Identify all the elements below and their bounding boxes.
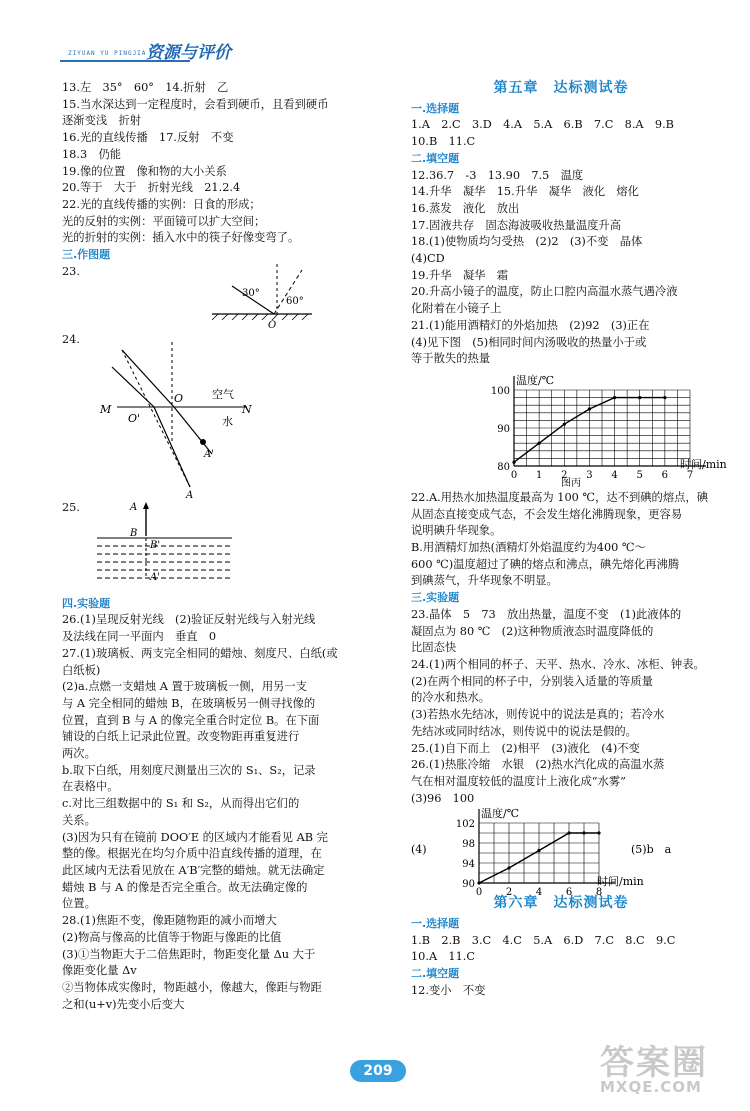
graph-2-label-5: (5)b a <box>631 843 672 857</box>
fig24-water-label: 水 <box>222 414 233 428</box>
data-point <box>613 396 616 399</box>
answer-line: 15.当水深达到一定程度时，会看到硬币，且看到硬币 <box>62 97 329 111</box>
ch5-fill-answers <box>411 168 711 368</box>
y-tick-label: 100 <box>490 385 510 397</box>
answer-line: 位置，直到 B 与 A 的像完全重合时定位 B。在下面 <box>62 713 320 727</box>
answer-line: 整的像。根据光在均匀介质中沿直线传播的道理，在 <box>62 847 322 861</box>
answer-line: 从固态直接变成气态，不会发生熔化沸腾现象，更容易 <box>411 507 683 521</box>
fig25-b: B <box>130 527 138 539</box>
x-tick-label: 5 <box>636 469 643 481</box>
fig24-a-prime: A' <box>204 448 214 460</box>
fig25-a-prime: A' <box>150 571 160 583</box>
answer-line: 19.升华 凝华 霜 <box>411 268 509 282</box>
y-tick-label: 90 <box>497 423 510 435</box>
answer-line: 两次。 <box>62 747 96 761</box>
answer-line: 27.(1)玻璃板、两支完全相同的蜡烛、刻度尺、白纸(或 <box>62 646 338 660</box>
data-point <box>507 867 510 870</box>
answer-line: ②当物体成实像时，物距越小，像越大，像距与物距 <box>62 980 322 994</box>
answer-line: 逐渐变浅 折射 <box>62 114 142 128</box>
answer-line: 18.3 仍能 <box>62 147 122 161</box>
x-tick-label: 6 <box>565 887 573 899</box>
answer-line: 10.B 11.C <box>411 135 476 149</box>
answer-line: 化附着在小镜子上 <box>411 302 502 316</box>
ch5-section-experiment: 三.实验题 <box>411 591 460 605</box>
x-axis-label: 时间/min <box>680 457 727 471</box>
answer-line: 26.(1)呈现反射光线 (2)验证反射光线与入射光线 <box>62 613 316 627</box>
answer-line: (4)见下图 (5)相同时间内汤吸收的热量小于或 <box>411 335 647 349</box>
ch6-choice-answers <box>411 933 711 966</box>
fig23-o-label: O <box>268 319 277 331</box>
x-tick-label: 6 <box>661 469 669 481</box>
x-tick-label: 2 <box>561 469 568 481</box>
data-point <box>538 442 541 445</box>
answer-line: 26.(1)热胀冷缩 水银 (2)热水汽化成的高温水蒸 <box>411 758 665 772</box>
watermark-main: 答案圈 <box>600 1043 708 1083</box>
answer-line: 28.(1)焦距不变，像距随物距的减小而增大 <box>62 914 277 928</box>
answer-line: b.取下白纸，用刻度尺测量出三次的 S₁、S₂，记录 <box>62 763 316 777</box>
answer-line: 比固态快 <box>411 641 457 655</box>
answers-13-22 <box>62 80 382 247</box>
answer-line: 关系。 <box>62 813 96 827</box>
fig24-m: M <box>100 402 112 416</box>
fig25-diagram <box>62 500 382 596</box>
graph-1 <box>411 368 727 490</box>
answer-line: 20.等于 大于 折射光线 21.2.4 <box>62 181 241 195</box>
fig23-angle-30: 30° <box>242 287 260 299</box>
fig23-diagram <box>62 264 382 332</box>
fig25-b-prime: B' <box>150 539 161 551</box>
data-point <box>512 461 515 464</box>
chapter-6-title: 第六章 达标测试卷 <box>493 895 629 912</box>
y-axis-label: 温度/℃ <box>516 373 555 387</box>
page-number: 209 <box>350 1060 406 1082</box>
ch5-experiment-answers <box>411 607 711 807</box>
answer-line: 10.A 11.C <box>411 950 476 964</box>
answer-line: (2)物高与像高的比值等于物距与像距的比值 <box>62 930 282 944</box>
answer-line: 24.(1)两个相同的杯子、天平、热水、冷水、冰柜、钟表。 <box>411 657 705 671</box>
answer-line: (3)96 100 <box>411 791 475 805</box>
answer-line: 23.晶体 5 73 放出热量，温度不变 (1)此液体的 <box>411 607 682 621</box>
answer-line: 与 A 完全相同的蜡烛 B，在玻璃板另一侧寻找像的 <box>62 696 316 710</box>
fig25-a: A <box>130 501 138 513</box>
x-tick-label: 4 <box>611 469 618 481</box>
data-point <box>477 882 480 885</box>
fig24-o-prime: O' <box>128 411 141 425</box>
answer-line: 蜡烛 B 与 A 的像是否完全重合。故无法确定像的 <box>62 880 308 894</box>
graph-1-caption: 图丙 <box>561 477 581 489</box>
y-tick-label: 94 <box>462 859 475 871</box>
x-tick-label: 3 <box>586 469 593 481</box>
figure-23 <box>62 264 382 332</box>
answer-line: 12.变小 不变 <box>411 983 486 997</box>
answer-line: 13.左 35° 60° 14.折射 乙 <box>62 81 229 94</box>
answer-line: 的冷水和热水。 <box>411 691 491 705</box>
answer-line: 600 ℃)温度超过了碘的熔点和沸点，碘先熔化再沸腾 <box>411 557 680 571</box>
data-point <box>582 832 585 835</box>
ch5-section-choice: 一.选择题 <box>411 101 460 115</box>
x-tick-label: 7 <box>686 469 694 481</box>
answer-line: 此区域内无法看见放在 A′B′完整的蜡烛。就无法确定 <box>62 863 325 877</box>
answer-line: 凝固点为 80 ℃ (2)这种物质液态时温度降低的 <box>411 624 654 638</box>
answer-line: 14.升华 凝华 15.升华 凝华 液化 熔化 <box>411 185 639 199</box>
header <box>60 38 300 66</box>
graph-1-svg <box>411 368 727 490</box>
fig24-number: 24. <box>62 332 80 346</box>
ch6-fill-answers <box>411 983 711 1000</box>
graph-2 <box>411 807 711 899</box>
fig24-a: A <box>186 489 194 501</box>
y-tick-label: 80 <box>497 461 510 473</box>
answer-line: 说明碘升华现象。 <box>411 524 502 538</box>
answer-line: 22.光的直线传播的实例：日食的形成； <box>62 197 261 211</box>
x-tick-label: 4 <box>535 887 543 899</box>
answer-line: 1.A 2.C 3.D 4.A 5.A 6.B 7.C 8.A 9.B <box>411 118 674 132</box>
answer-line: (3)①当物距大于二倍焦距时，物距变化量 Δu 大于 <box>62 947 316 961</box>
x-tick-label: 8 <box>595 887 603 899</box>
y-tick-label: 98 <box>462 839 475 851</box>
chapter-5-title: 第五章 达标测试卷 <box>493 80 629 96</box>
answer-line: 气在相对温度较低的温度计上液化成“水雾” <box>411 774 626 788</box>
answer-line: 等于散失的热量 <box>411 352 491 366</box>
section-experiment: 四.实验题 <box>62 596 111 610</box>
answer-line: (2)在两个相同的杯子中，分别装入适量的等质量 <box>411 674 653 688</box>
ch5-section-fill: 二.填空题 <box>411 151 460 165</box>
answer-line: 18.(1)使物质均匀受热 (2)2 (3)不变 晶体 <box>411 235 643 249</box>
fig23-reflected-ray <box>274 270 302 314</box>
header-pinyin: ZIYUAN YU PINGJIA <box>68 50 147 57</box>
answer-line: 20.升高小镜子的温度，防止口腔内高温水蒸气遇冷液 <box>411 285 678 299</box>
answer-line: 位置。 <box>62 897 96 911</box>
fig24-point-a2 <box>200 439 206 445</box>
answer-line: c.对比三组数据中的 S₁ 和 S₂，从而得出它们的 <box>62 797 300 811</box>
graph-2-svg <box>411 807 711 899</box>
data-point <box>663 396 666 399</box>
answer-line: 铺设的白纸上记录此位置。改变物距再重复进行 <box>62 730 300 744</box>
answer-line: 21.(1)能用酒精灯的外焰加热 (2)92 (3)正在 <box>411 318 650 332</box>
watermark-url: MXQE.COM <box>600 1078 702 1096</box>
fig23-angle-60: 60° <box>286 295 304 307</box>
x-tick-label: 0 <box>510 469 518 481</box>
section-drawing: 三.作图题 <box>62 248 111 262</box>
y-tick-label: 102 <box>455 819 475 831</box>
x-axis-label: 时间/min <box>597 875 644 889</box>
fig23-number: 23. <box>62 264 80 278</box>
answer-line: 在表格中。 <box>62 780 119 794</box>
fig24-n: N <box>242 402 252 416</box>
fig25-number: 25. <box>62 500 80 514</box>
answer-line: 白纸板) <box>62 663 101 677</box>
y-axis-label: 温度/℃ <box>481 807 520 821</box>
ch6-section-fill: 二.填空题 <box>411 967 460 981</box>
answer-line: 16.光的直线传播 17.反射 不变 <box>62 131 234 145</box>
answer-line: 17.固液共存 固态海波吸收热量温度升高 <box>411 218 622 232</box>
left-column <box>62 80 382 1013</box>
ch6-section-choice: 一.选择题 <box>411 917 460 931</box>
x-tick-label: 2 <box>505 887 513 899</box>
figure-24 <box>62 332 382 500</box>
header-brand: 资源与评价 <box>146 43 231 63</box>
fig24-ray-1 <box>122 350 174 407</box>
fig24-o: O <box>174 391 184 405</box>
y-tick-label: 90 <box>462 879 475 891</box>
answer-line: 16.蒸发 液化 放出 <box>411 201 520 215</box>
answer-line: 先结冰或同时结冰，则传说中的说法是假的。 <box>411 724 637 738</box>
data-point <box>597 832 600 835</box>
graph-2-label-4: (4) <box>411 843 427 857</box>
x-tick-label: 0 <box>475 887 483 899</box>
data-point <box>638 396 641 399</box>
watermark <box>600 1035 740 1105</box>
fig24-air-label: 空气 <box>212 387 234 401</box>
data-point <box>588 407 591 410</box>
answers-26-28 <box>62 612 382 1013</box>
figure-25 <box>62 500 382 596</box>
answer-line: 12.36.7 -3 13.90 7.5 温度 <box>411 168 584 182</box>
data-point <box>563 423 566 426</box>
answer-line: 及法线在同一平面内 垂直 0 <box>62 630 217 644</box>
answer-line: 之和(u+v)先变小后变大 <box>62 997 185 1011</box>
answer-line: 1.B 2.B 3.C 4.C 5.A 6.D 7.C 8.C 9.C <box>411 933 676 947</box>
answer-line: 光的折射的实例：插入水中的筷子好像变弯了。 <box>62 231 300 245</box>
answer-line: (3)若热水先结冰，则传说中的说法是真的；若冷水 <box>411 708 665 722</box>
x-tick-label: 1 <box>535 469 543 481</box>
ch5-choice-answers <box>411 117 711 150</box>
ch5-answer-22 <box>411 490 711 590</box>
answer-line: 像距变化量 Δv <box>62 964 137 978</box>
answer-line: (2)a.点燃一支蜡烛 A 置于玻璃板一侧，用另一支 <box>62 680 308 694</box>
answer-line: 19.像的位置 像和物的大小关系 <box>62 164 227 178</box>
data-point <box>567 832 570 835</box>
answer-line: (3)因为只有在镜前 DOO′E 的区域内才能看见 AB 完 <box>62 830 328 844</box>
answer-line: B.用酒精灯加热(酒精灯外焰温度约为400 ℃～ <box>411 541 646 555</box>
answer-line: 22.A.用热水加热温度最高为 100 ℃，达不到碘的熔点，碘 <box>411 490 709 504</box>
data-point <box>537 849 540 852</box>
answer-line: 到碘蒸气，升华现象不明显。 <box>411 574 558 588</box>
fig24-diagram <box>62 332 382 500</box>
answer-line: 25.(1)自下而上 (2)相平 (3)液化 (4)不变 <box>411 741 640 755</box>
right-column <box>411 80 727 1000</box>
answer-line: 光的反射的实例：平面镜可以扩大空间； <box>62 214 266 228</box>
answer-line: (4)CD <box>411 252 445 266</box>
